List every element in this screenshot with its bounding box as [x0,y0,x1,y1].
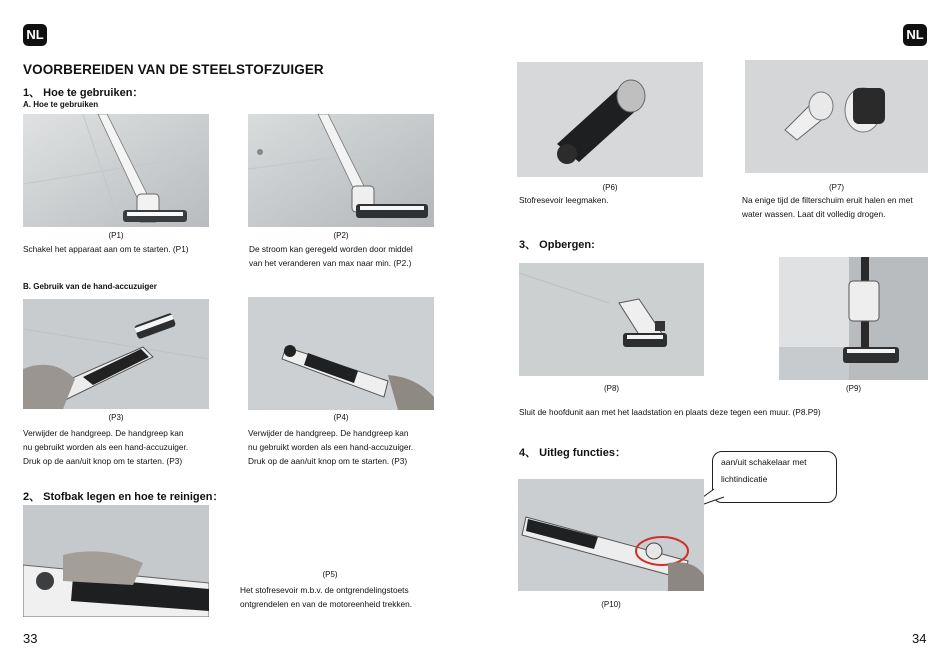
section-heading-functions: 4、 Uitleg functies： [519,447,626,459]
photo-p10 [518,479,704,591]
caption-p9: (P9) [845,384,862,393]
language-badge-right: NL [903,24,927,46]
photo-p6 [517,62,703,177]
callout-line1: aan/uit schakelaar met [721,457,807,467]
language-badge: NL [23,24,47,46]
page-number-left: 33 [23,631,38,646]
text-p5-line2: ontgrendelen en van de motoreenheid trekken. [240,599,413,609]
text-p7-line1: Na enige tijd de filterschuim eruit halen en met [742,195,913,205]
text-p6: Stofresevoir leegmaken. [519,195,609,205]
subheading-a: A. Hoe te gebruiken [23,100,99,109]
photo-p5 [23,505,209,617]
text-p3-line3: Druk op de aan/uit knop om te starten. (P3) [23,456,183,466]
text-p5-line1: Het stofresevoir m.b.v. de ontgrendelingstoets [240,585,409,595]
caption-p5: (P5) [322,570,338,579]
photo-p2 [248,114,434,227]
caption-p7: (P7) [828,183,845,192]
text-p2-line2: van het veranderen van max naar min. (P2.) [249,258,412,268]
caption-p4: (P4) [333,413,349,422]
caption-p10: (P10) [601,600,621,609]
text-p1: Schakel het apparaat aan om te starten. (P1) [23,244,189,254]
caption-p3: (P3) [108,413,124,422]
photo-p9 [779,257,928,380]
page-title: VOORBEREIDEN VAN DE STEELSTOFZUIGER [23,62,324,77]
section-heading-use: 1、 Hoe te gebruiken： [23,87,144,99]
text-p4-line2: nu gebruikt worden als een hand-accuzuiger. [248,442,414,452]
text-p3-line2: nu gebruikt worden als een hand-accuzuiger. [23,442,189,452]
photo-p4 [248,297,434,410]
text-p7-line2: water wassen. Laat dit volledig drogen. [742,209,886,219]
callout-line2: lichtindicatie [721,474,768,484]
section-heading-storage: 3、 Opbergen: [519,239,595,251]
caption-p8: (P8) [603,384,620,393]
caption-p6: (P6) [602,183,618,192]
text-p3-line1: Verwijder de handgreep. De handgreep kan [23,428,184,438]
caption-p2: (P2) [333,231,349,240]
photo-p8 [519,263,704,376]
text-p2-line1: De stroom kan geregeld worden door middel [249,244,413,254]
page-number-right: 34 [912,631,927,646]
text-p8-p9: Sluit de hoofdunit aan met het laadstation en plaats deze tegen een muur. (P8.P9) [519,407,821,417]
section-heading-dustbin: 2、 Stofbak legen en hoe te reinigen： [23,491,224,503]
photo-p3 [23,299,209,409]
photo-p1 [23,114,209,227]
subheading-b: B. Gebruik van de hand-accuzuiger [23,282,157,291]
photo-p7 [745,60,928,173]
text-p4-line3: Druk op de aan/uit knop om te starten. (P3) [248,456,408,466]
text-p4-line1: Verwijder de handgreep. De handgreep kan [248,428,409,438]
caption-p1: (P1) [108,231,124,240]
